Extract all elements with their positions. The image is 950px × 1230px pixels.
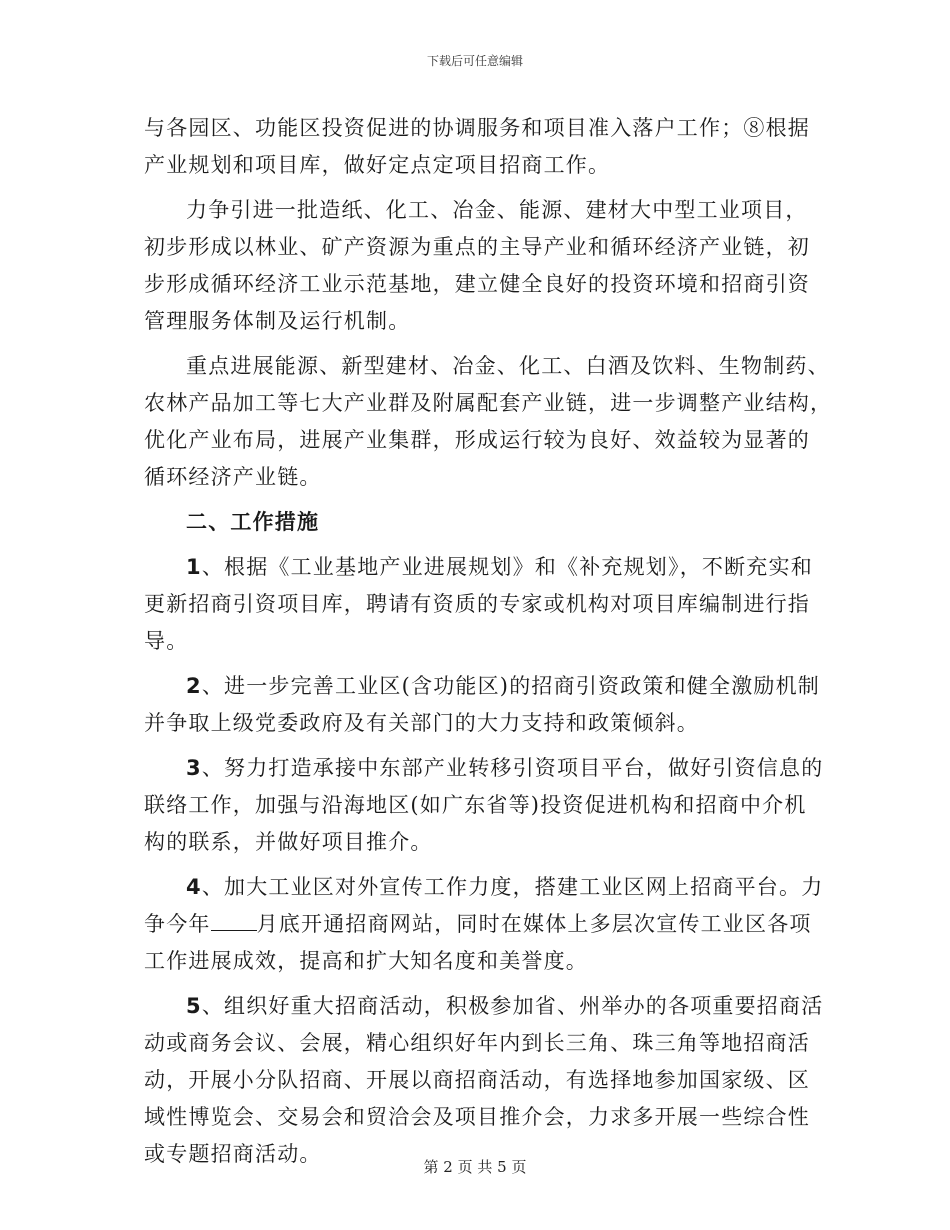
page-footer: 第 2 页 共 5 页 (423, 1158, 527, 1176)
text-line: 联络工作，加强与沿海地区(如广东省等)投资促进机构和招商中介机 (144, 793, 807, 817)
text-line: 产业规划和项目库，做好定点定项目招商工作。 (144, 153, 611, 177)
text-line: 重点进展能源、新型建材、冶金、化工、白酒及饮料、生物制药、 (186, 354, 830, 378)
text-line: 农林产品加工等七大产业群及附属配套产业链，进一步调整产业结构， (144, 391, 833, 415)
paragraph (144, 348, 833, 496)
text-line: 动，开展小分队招商、开展以商招商活动，有选择地参加国家级、区 (144, 1068, 810, 1092)
text-before-blank: 争今年 (144, 912, 211, 936)
measure-item (144, 668, 820, 742)
paragraph (144, 192, 808, 340)
text-line: 导。 (144, 629, 189, 653)
text-line (144, 750, 824, 787)
text-line: 并争取上级党委政府及有关部门的大力支持和政策倾斜。 (144, 711, 699, 735)
measure-text: 、根据《工业基地产业进展规划》和《补充规划》，不断充实和 (201, 555, 813, 579)
text-line (144, 869, 824, 906)
measure-number: 1 (186, 555, 202, 579)
measure-text: 、努力打造承接中东部产业转移引资项目平台，做好引资信息的 (201, 756, 824, 780)
fill-in-blank (211, 912, 257, 931)
text-line: 优化产业布局，进展产业集群，形成运行较为良好、效益较为显著的 (144, 428, 810, 452)
document-body (144, 110, 833, 1173)
measure-item (144, 549, 813, 660)
measure-number: 3 (186, 756, 202, 780)
measure-text: 、进一步完善工业区(含功能区)的招商引资政策和健全激励机制 (201, 674, 820, 698)
measure-number: 4 (186, 875, 202, 899)
measure-text: 、加大工业区对外宣传工作力度，搭建工业区网上招商平台。力 (201, 875, 824, 899)
text-line: 初步形成以林业、矿产资源为重点的主导产业和循环经济产业链，初 (144, 235, 810, 259)
measure-number: 5 (186, 994, 202, 1018)
text-line: 或专题招商活动。 (144, 1142, 322, 1166)
text-line (144, 988, 824, 1025)
measure-item (144, 750, 824, 861)
text-line: 工作进展成效，提高和扩大知名度和美誉度。 (144, 949, 588, 973)
text-line: 循环经济产业链。 (144, 465, 322, 489)
text-after-blank: 月底开通招商网站，同时在媒体上多层次宣传工业区各项 (256, 912, 812, 936)
text-line: 步形成循环经济工业示范基地，建立健全良好的投资环境和招商引资 (144, 272, 810, 296)
page-header: 下载后可任意编辑 (426, 54, 523, 68)
measure-number: 2 (186, 674, 202, 698)
section-heading: 二、工作措施 (186, 510, 320, 534)
text-line: 管理服务体制及运行机制。 (144, 309, 411, 333)
measure-text: 、组织好重大招商活动，积极参加省、州举办的各项重要招商活 (201, 994, 824, 1018)
text-line: 域性博览会、交易会和贸洽会及项目推介会，力求多开展一些综合性 (144, 1105, 810, 1129)
measure-item (144, 869, 824, 980)
paragraph (144, 110, 808, 184)
measure-item (144, 988, 824, 1173)
text-line (144, 906, 812, 943)
text-line: 动或商务会议、会展，精心组织好年内到长三角、珠三角等地招商活 (144, 1031, 810, 1055)
text-line: 力争引进一批造纸、化工、冶金、能源、建材大中型工业项目， (186, 198, 808, 222)
text-line: 构的联系，并做好项目推介。 (144, 830, 433, 854)
text-line (144, 668, 820, 705)
text-line: 与各园区、功能区投资促进的协调服务和项目准入落户工作；⑧根据 (144, 116, 810, 140)
text-line (144, 549, 813, 586)
text-line: 更新招商引资项目库，聘请有资质的专家或机构对项目库编制进行指 (144, 592, 810, 616)
